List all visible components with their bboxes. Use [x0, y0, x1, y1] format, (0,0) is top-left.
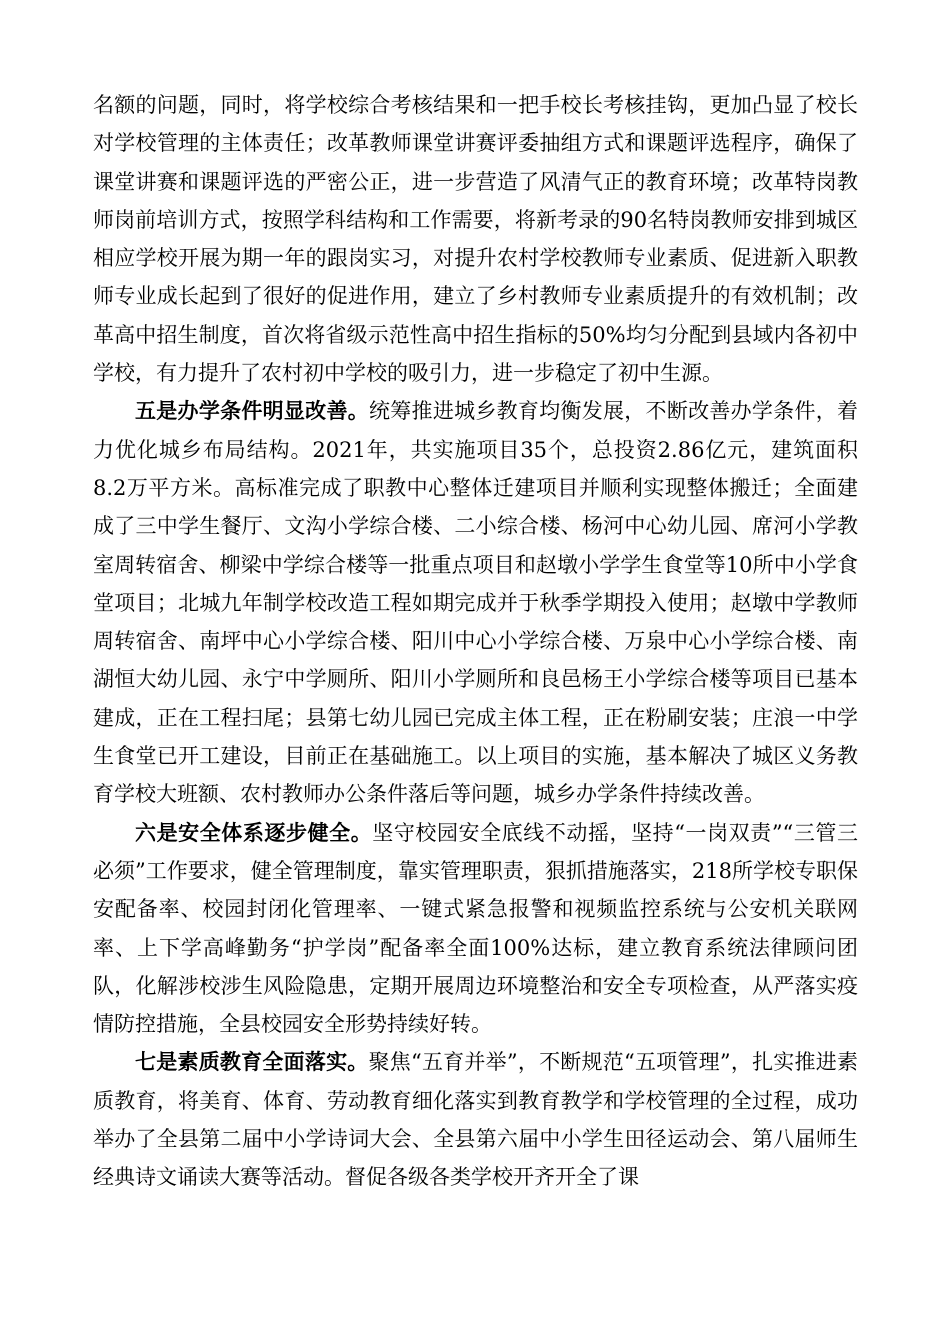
paragraph-heading: 五是办学条件明显改善。 — [135, 398, 369, 424]
paragraph-five — [93, 392, 858, 813]
paragraph-body: 统筹推进城乡教育均衡发展，不断改善办学条件，着力优化城乡布局结构。2021年，共实施项目35个，总投资2.86亿元，建筑面积8.2万平方米。高标准完成了职教中心整体迁建项目并顺利实现整体搬迁；全面建成了三中学生餐厅、文沟小学综合楼、二小综合楼、杨河中心幼儿园、席河小学教室周转宿舍、柳梁中学综合楼等一批重点项目和赵墩小学学生食堂等10所中小学食堂项目；北城九年制学校改造工程如期完成并于秋季学期投入使用；赵墩中学教师周转宿舍、南坪中心小学综合楼、阳川中心小学综合楼、万泉中心小学综合楼、南湖恒大幼儿园、永宁中学厕所、阳川小学厕所和良邑杨王小学综合楼等项目已基本建成，正在工程扫尾；县第七幼儿园已完成主体工程，正在粉刷安装；庄浪一中学生食堂已开工建设，目前正在基础施工。以上项目的实施，基本解决了城区义务教育学校大班额、农村教师办公条件落后等问题，城乡办学条件持续改善。 — [93, 399, 858, 807]
paragraph-body: 聚焦“五育并举”，不断规范“五项管理”，扎实推进素质教育，将美育、体育、劳动教育细化落实到教育教学和学校管理的全过程，成功举办了全县第二届中小学诗词大会、全县第六届中小学生田径运动会、第八届师生经典诗文诵读大赛等活动。督促各级各类学校开齐开全了课 — [93, 1050, 858, 1190]
document-page — [93, 86, 858, 1197]
paragraph-continuation — [93, 86, 858, 392]
paragraph-six — [93, 814, 858, 1044]
paragraph-body: 坚守校园安全底线不动摇，坚持“一岗双责”“三管三必须”工作要求，健全管理制度，靠实管理职责，狠抓措施落实，218所学校专职保安配备率、校园封闭化管理率、一键式紧急报警和视频监控系统与公安机关联网率、上下学高峰勤务“护学岗”配备率全面100%达标，建立教育系统法律顾问团队，化解涉校涉生风险隐患，定期开展周边环境整治和安全专项检查，从严落实疫情防控措施，全县校园安全形势持续好转。 — [93, 820, 858, 1037]
paragraph-body: 名额的问题，同时，将学校综合考核结果和一把手校长考核挂钩，更加凸显了校长对学校管理的主体责任；改革教师课堂讲赛评委抽组方式和课题评选程序，确保了课堂讲赛和课题评选的严密公正，进一步营造了风清气正的教育环境；改革特岗教师岗前培训方式，按照学科结构和工作需要，将新考录的90名特岗教师安排到城区相应学校开展为期一年的跟岗实习，对提升农村学校教师专业素质、促进新入职教师专业成长起到了很好的促进作用，建立了乡村教师专业素质提升的有效机制；改革高中招生制度，首次将省级示范性高中招生指标的50%均匀分配到县域内各初中学校，有力提升了农村初中学校的吸引力，进一步稳定了初中生源。 — [93, 93, 858, 386]
paragraph-heading: 六是安全体系逐步健全。 — [135, 819, 373, 845]
paragraph-seven — [93, 1043, 858, 1196]
paragraph-heading: 七是素质教育全面落实。 — [135, 1049, 369, 1075]
